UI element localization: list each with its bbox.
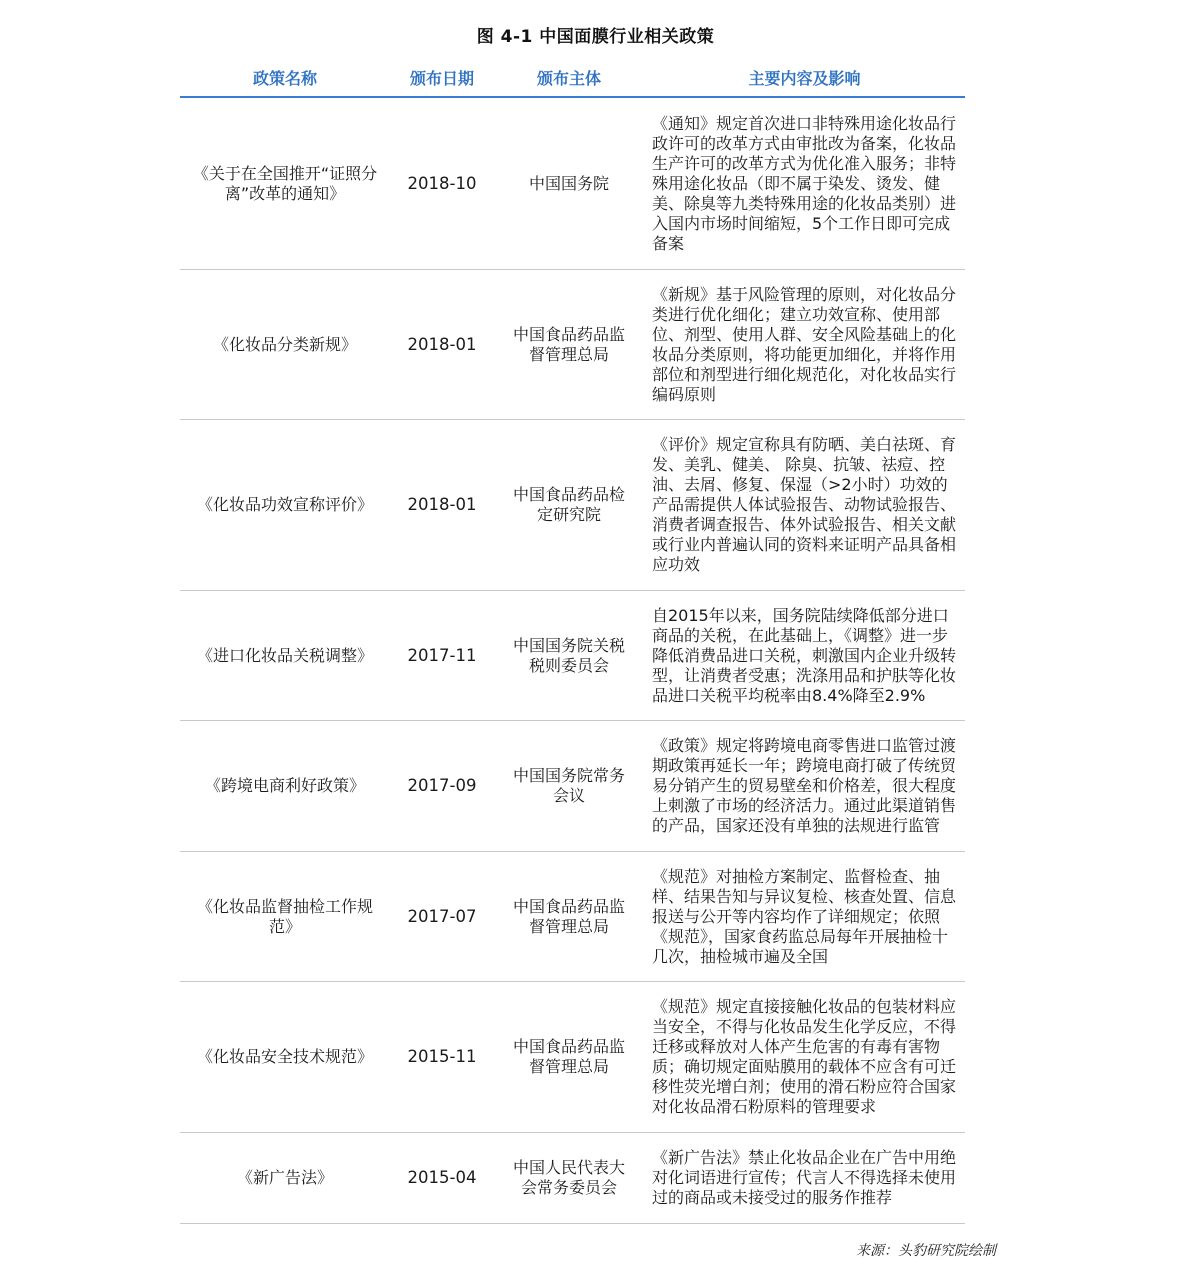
issue-date-cell: 2015-04	[407, 1168, 477, 1187]
issue-date-cell: 2017-07	[407, 906, 477, 926]
issue-date-cell: 2015-11	[407, 1047, 477, 1066]
issuer-cell: 中国国务院	[528, 173, 609, 193]
issuer-cell: 中国食品药品监督管理总局	[512, 1037, 625, 1076]
page-title: 图 4-1 中国面膜行业相关政策	[476, 27, 715, 47]
policy-name-cell: 《关于在全国推开“证照分离”改革的通知》	[192, 163, 378, 203]
policy-name-cell: 《跨境电商利好政策》	[204, 776, 365, 795]
policy-name-cell: 《化妆品功效宣称评价》	[196, 495, 373, 514]
issue-date-cell: 2018-01	[407, 334, 477, 354]
table-row	[180, 1133, 965, 1224]
table-row	[180, 852, 965, 982]
table-header-row	[180, 58, 965, 98]
table-row	[180, 270, 965, 420]
content-cell: 《新规》基于风险管理的原则，对化妆品分类进行优化细化；建立功效宣称、使用部位、剂型、使用人群、安全风险基础上的化妆品分类原则，将功能更加细化，并将作用部位和剂型进行细化规范化，对化妆品实行编码原则	[652, 284, 957, 404]
table-row	[180, 982, 965, 1133]
content-cell: 《规范》规定直接接触化妆品的包装材料应当安全，不得与化妆品发生化学反应，不得迁移或释放对人体产生危害的有毒有害物质；确切规定面贴膜用的载体不应含有可迁移性荧光增白剂；使用的滑石粉应符合国家对化妆品滑石粉原料的管理要求	[652, 997, 957, 1116]
issuer-cell: 中国食品药品监督管理总局	[512, 896, 625, 936]
content-cell: 《政策》规定将跨境电商零售进口监管过渡期政策再延长一年；跨境电商打破了传统贸易分销产生的贸易壁垒和价格差，很大程度上刺激了市场的经济活力。通过此渠道销售的产品，国家还没有单独的法规进行监管	[652, 736, 957, 835]
table-row	[180, 98, 965, 270]
issuer-cell: 中国食品药品监督管理总局	[512, 324, 625, 364]
issuer-cell: 中国国务院关税税则委员会	[512, 635, 625, 675]
issue-date-cell: 2017-09	[407, 776, 477, 795]
issuer-cell: 中国国务院常务会议	[512, 766, 625, 805]
policy-name-cell: 《化妆品监督抽检工作规范》	[196, 896, 373, 936]
header-policy-name: 政策名称	[252, 68, 317, 88]
content-cell: 《通知》规定首次进口非特殊用途化妆品行政许可的改革方式由审批改为备案，化妆品生产许可的改革方式为优化准入服务；非特殊用途化妆品（即不属于染发、烫发、健美、除臭等九类特殊用途的化妆品类别）进入国内市场时间缩短，5个工作日即可完成备案	[652, 113, 957, 253]
issuer-cell: 中国食品药品检定研究院	[512, 485, 625, 524]
header-content: 主要内容及影响	[748, 68, 861, 88]
source-note: 来源：头豹研究院绘制	[856, 1243, 996, 1259]
issue-date-cell: 2018-01	[407, 495, 477, 514]
content-cell: 《评价》规定宣称具有防晒、美白祛斑、育发、美乳、健美、 除臭、抗皱、祛痘、控油、去屑、修复、保湿（>2小时）功效的产品需提供人体试验报告、动物试验报告、消费者调查报告、体外试验报告、相关文献或行业内普遍认同的资料来证明产品具备相应功效	[652, 435, 957, 574]
header-issue-date: 颁布日期	[409, 68, 474, 88]
content-cell: 自2015年以来，国务院陆续降低部分进口商品的关税，在此基础上，《调整》进一步降低消费品进口关税，刺激国内企业升级转型，让消费者受惠；洗涤用品和护肤等化妆品进口关税平均税率由8.4%降至2.9%	[652, 605, 957, 705]
table-row	[180, 721, 965, 852]
policy-name-cell: 《化妆品分类新规》	[212, 334, 357, 354]
table-row	[180, 420, 965, 591]
issue-date-cell: 2018-10	[407, 173, 477, 193]
content-cell: 《规范》对抽检方案制定、监督检查、抽样、结果告知与异议复检、核查处置、信息报送与公开等内容均作了详细规定；依照《规范》，国家食药监总局每年开展抽检十几次，抽检城市遍及全国	[652, 866, 957, 966]
policy-name-cell: 《新广告法》	[236, 1168, 333, 1187]
policy-table	[180, 58, 965, 1224]
issuer-cell: 中国人民代表大会常务委员会	[512, 1158, 625, 1197]
policy-name-cell: 《进口化妆品关税调整》	[196, 645, 373, 665]
content-cell: 《新广告法》禁止化妆品企业在广告中用绝对化词语进行宣传；代言人不得选择未使用过的商品或未接受过的服务作推荐	[652, 1148, 957, 1207]
issue-date-cell: 2017-11	[407, 645, 477, 665]
table-row	[180, 591, 965, 721]
header-issuer: 颁布主体	[536, 68, 601, 88]
policy-name-cell: 《化妆品安全技术规范》	[196, 1047, 373, 1066]
